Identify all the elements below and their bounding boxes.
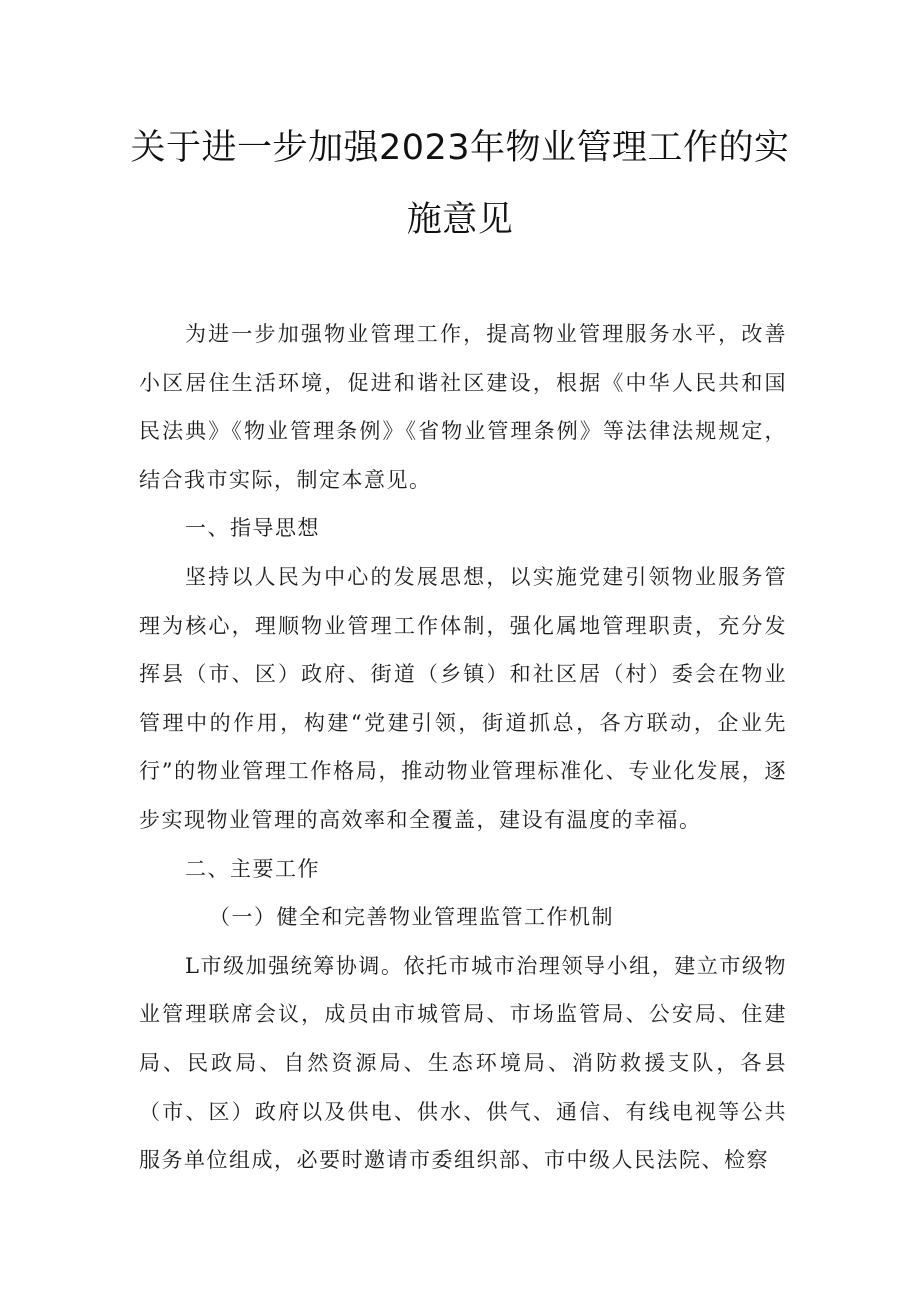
city-coordination-paragraph: L市级加强统筹协调。依托市城市治理领导小组，建立市级物业管理联席会议，成员由市城管局、市场监管局、公安局、住建局、民政局、自然资源局、生态环境局、消防救援支队，各县（市、区）政府以及供电、供水、供气、通信、有线电视等公共服务单位组成，必要时邀请市委组织部、市中级人民法院、检察 xyxy=(139,953,787,1173)
guiding-ideology-paragraph: 坚持以人民为中心的发展思想，以实施党建引领物业服务管理为核心，理顺物业管理工作体制，强化属地管理职责，充分发挥县（市、区）政府、街道（乡镇）和社区居（村）委会在物业管理中的作用，构建“党建引领，街道抓总，各方联动，企业先行”的物业管理工作格局，推动物业管理标准化、专业化发展，逐步实现物业管理的高效率和全覆盖，建设有温度的幸福。 xyxy=(139,564,787,832)
document-title-line-2: 施意见 xyxy=(406,200,514,240)
intro-paragraph: 为进一步加强物业管理工作，提高物业管理服务水平，改善小区居住生活环境，促进和谐社区建设，根据《中华人民共和国民法典》《物业管理条例》《省物业管理条例》等法律法规规定，结合我市实际，制定本意见。 xyxy=(139,322,787,492)
document-body xyxy=(139,310,787,1185)
document-title-line-1: 关于进一步加强2023年物业管理工作的实 xyxy=(130,128,790,168)
subsection-heading-supervision-mechanism: （一）健全和完善物业管理监管工作机制 xyxy=(209,905,614,930)
section-heading-guiding-ideology: 一、指导思想 xyxy=(185,516,320,541)
section-heading-main-work: 二、主要工作 xyxy=(185,856,320,881)
